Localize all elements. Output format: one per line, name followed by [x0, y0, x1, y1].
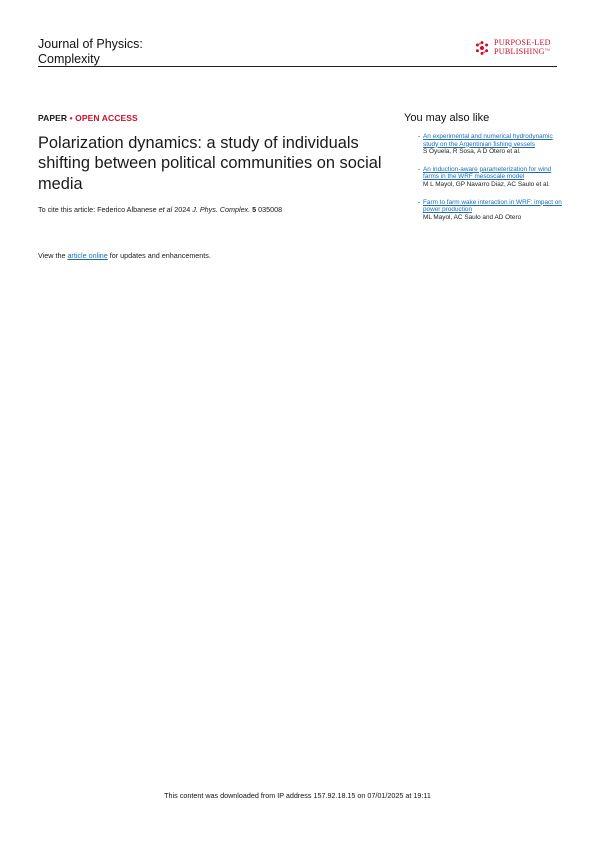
bullet-dash: -	[418, 133, 421, 140]
view-suffix: for updates and enhancements.	[107, 251, 211, 260]
journal-name	[38, 37, 143, 66]
cite-etal: et al	[158, 205, 173, 214]
related-article-link[interactable]: Farm to farm wake interaction in WRF: impact on power production	[423, 198, 562, 214]
related-article-authors: M L Mayol, GP Navarro Diaz, AC Saulo et al.	[423, 180, 550, 188]
cite-volume: 5	[252, 205, 257, 214]
paper-label: PAPER	[38, 113, 68, 123]
sidebar-heading: You may also like	[404, 112, 490, 124]
article-title: Polarization dynamics: a study of individuals shifting between political communities on social media	[38, 134, 382, 193]
header-divider	[38, 66, 557, 67]
related-article-authors: ML Mayol, AC Saulo and AD Otero	[423, 213, 522, 221]
cite-journal: J. Phys. Complex.	[192, 205, 251, 214]
bullet-dash: -	[418, 165, 421, 173]
related-article-link[interactable]: An experimental and numerical hydrodynamic study on the Argentinian fishing vessels	[423, 133, 553, 148]
logo-wordmark	[494, 39, 551, 56]
open-access-label: OPEN ACCESS	[75, 113, 138, 123]
cite-prefix: To cite this article: Federico Albanese	[38, 205, 159, 214]
related-article-link[interactable]: An induction-aware parameterization for wind farms in the WRF mesoscale model	[423, 165, 552, 181]
journal-name-line2: Complexity	[38, 51, 100, 66]
cite-number: 035008	[256, 205, 283, 214]
flower-icon	[474, 40, 490, 56]
related-article-authors: S Oyuela, R Sosa, A D Otero et al.	[423, 148, 521, 156]
download-footer: This content was downloaded from IP address 157.92.18.15 on 07/01/2025 at 19:11	[164, 791, 431, 800]
cite-year: 2024	[172, 205, 193, 214]
journal-name-line1: Journal of Physics:	[38, 37, 143, 51]
logo-line2: PUBLISHING™	[494, 46, 550, 56]
logo-line1: PURPOSE-LED	[494, 38, 551, 47]
article-online-link[interactable]: article online	[67, 251, 108, 260]
article-type-tag	[38, 113, 138, 123]
related-article	[404, 133, 562, 156]
view-online-line	[38, 251, 211, 260]
bullet-dash: -	[418, 198, 421, 206]
related-article	[404, 166, 562, 189]
related-articles-sidebar	[404, 112, 562, 231]
view-prefix: View the	[38, 251, 68, 260]
publisher-logo[interactable]	[474, 39, 551, 56]
separator-dot: •	[67, 113, 76, 123]
related-article	[404, 199, 562, 222]
citation-line	[38, 205, 282, 214]
